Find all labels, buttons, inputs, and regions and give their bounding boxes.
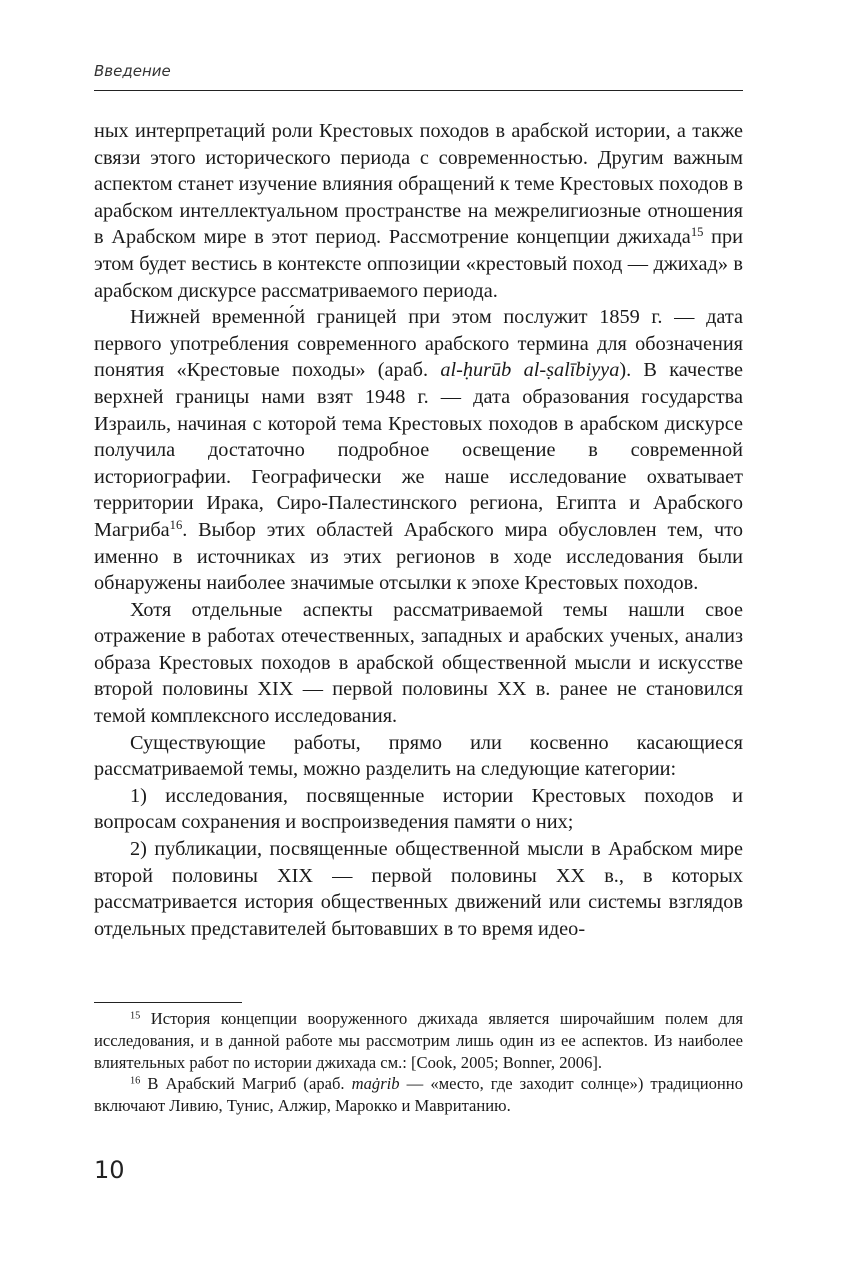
footnote-ref-15[interactable]: 15 xyxy=(690,225,704,240)
paragraph-3: Хотя отдельные аспекты рассматриваемой темы нашли свое отражение в работах отечественных, западных и арабских ученых, анализ образа Крестовых походов в арабской общественной мысли и искусстве второй половины XIX — первой половины XX в. ранее не становился темой комплексного исследования. xyxy=(94,598,743,728)
footnote-ref-16[interactable]: 16 xyxy=(169,517,183,532)
footnote-text: — «место, где заходит солнце») традиционно включают Ливию, Тунис, Алжир, Марокко и Мавританию. xyxy=(94,1074,743,1116)
main-text xyxy=(94,118,743,942)
header-rule xyxy=(94,90,743,91)
footnote-15 xyxy=(94,1008,743,1073)
footnote-text: История концепции вооруженного джихада является широчайшим полем для исследования, и в данной работе мы рассмотрим лишь один из ее аспектов. Из наиболее влиятельных работ по истории джихада см.: [Cook, 2005; Bonner, 2006]. xyxy=(94,1009,743,1072)
footnotes xyxy=(94,1008,743,1117)
running-header: Введение xyxy=(94,62,171,80)
paragraph-2 xyxy=(94,304,743,597)
paragraph-text: при этом будет вестись в контексте оппозиции «крестовый поход — джихад» в арабском дискурсе рассматриваемого периода. xyxy=(94,226,743,302)
paragraph-5: 1) исследования, посвященные истории Крестовых походов и вопросам сохранения и воспроизведения памяти о них; xyxy=(94,784,743,834)
italic-term: al-ḥurūb al-ṣalībiyya xyxy=(440,359,620,382)
paragraph-text: . Выбор этих областей Арабского мира обусловлен тем, что именно в источниках из этих регионов в ходе исследования были обнаружены наиболее значимые отсылки к эпохе Крестовых походов. xyxy=(94,518,743,595)
footnote-number: 16 xyxy=(130,1075,141,1087)
paragraph-text: Нижней временно́й границей при этом послужит 1859 г. — дата первого употребления современного арабского термина для обозначения понятия «Крестовые походы» (араб. xyxy=(94,306,743,382)
paragraph-4: Существующие работы, прямо или косвенно касающиеся рассматриваемой темы, можно разделить на следующие категории: xyxy=(94,731,743,781)
footnote-rule xyxy=(94,1002,242,1003)
paragraph-text: ). В качестве верхней границы нами взят 1948 г. — дата образования государства Израиль, начиная с которой тема Крестовых походов в арабском дискурсе получила достаточно подробное освещение в современной историографии. Географически же наше исследование охватывает территории Ирака, Сиро-Палестинского региона, Египта и Арабского Магриба xyxy=(94,359,743,541)
footnote-text: В Арабский Магриб (араб. xyxy=(140,1074,352,1094)
page-number: 10 xyxy=(94,1156,125,1184)
footnote-16 xyxy=(94,1073,743,1117)
paragraph-6: 2) публикации, посвященные общественной мысли в Арабском мире второй половины XIX — первой половины XX в., в которых рассматривается история общественных движений или системы взглядов отдельных представителей бытовавших в то время идео- xyxy=(94,838,743,940)
footnote-number: 15 xyxy=(130,1010,141,1022)
paragraph-1 xyxy=(94,118,743,304)
italic-term: maġrib xyxy=(351,1074,400,1094)
paragraph-text: ных интерпретаций роли Крестовых походов в арабской истории, а также связи этого исторического периода с современностью. Другим важным аспектом станет изучение влияния обращений к теме Крестовых походов в арабском интеллектуальном пространстве на межрелигиозные отношения в Арабском мире в этот период. Рассмотрение концепции джихада xyxy=(94,120,743,249)
